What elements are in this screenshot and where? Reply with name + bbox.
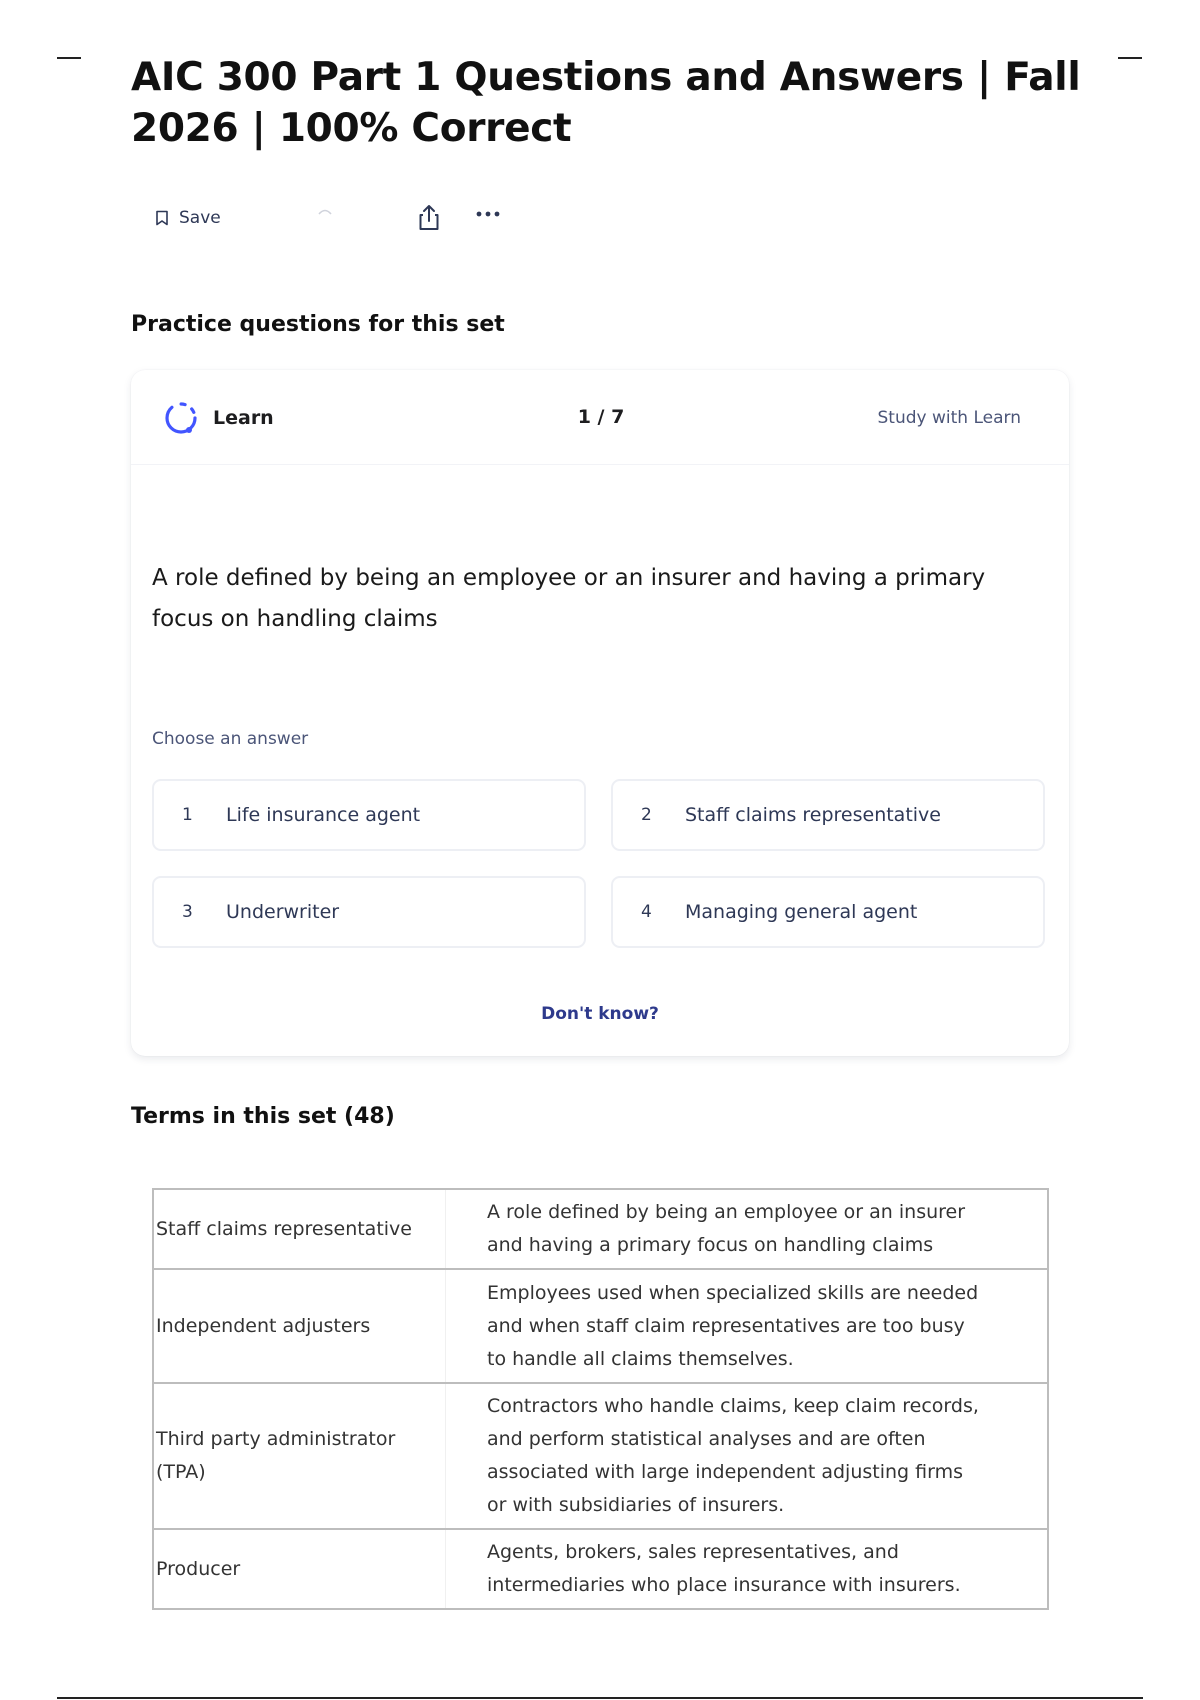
progress-counter: 1 / 7 <box>577 406 625 428</box>
practice-heading: Practice questions for this set <box>131 312 505 337</box>
option-number: 2 <box>641 805 652 825</box>
answer-option-4[interactable] <box>611 876 1045 948</box>
corner-mark-right <box>1118 57 1142 59</box>
definition-cell: Contractors who handle claims, keep claim records, and perform statistical analyses and are often associated with large independent adjusting firms or with subsidiaries of insurers. <box>487 1395 979 1516</box>
corner-mark-left <box>57 57 81 59</box>
table-row <box>153 1529 1048 1609</box>
definition-cell: Agents, brokers, sales representatives, and intermediaries who place insurance with insurers. <box>487 1541 961 1596</box>
bottom-rule <box>57 1697 1143 1699</box>
answer-option-3[interactable] <box>152 876 586 948</box>
terms-table <box>152 1188 1049 1610</box>
choose-answer-label: Choose an answer <box>152 729 309 749</box>
answer-option-2[interactable] <box>611 779 1045 851</box>
option-number: 3 <box>182 902 193 922</box>
option-text: Managing general agent <box>685 901 918 923</box>
option-text: Staff claims representative <box>685 804 941 826</box>
answer-option-1[interactable] <box>152 779 586 851</box>
save-button[interactable] <box>155 208 221 228</box>
table-row <box>153 1383 1048 1529</box>
save-label: Save <box>179 208 221 228</box>
learn-progress-icon <box>163 400 199 436</box>
learn-header <box>131 370 1069 465</box>
learn-card <box>131 370 1069 1056</box>
term-cell: Independent adjusters <box>153 1269 446 1383</box>
study-with-learn-link[interactable]: Study with Learn <box>877 408 1021 428</box>
table-row <box>153 1269 1048 1383</box>
page-title: AIC 300 Part 1 Questions and Answers | Fall 2026 | 100% Correct <box>131 55 1081 151</box>
term-cell: Producer <box>153 1529 446 1609</box>
question-text: A role defined by being an employee or an insurer and having a primary focus on handling claims <box>152 565 986 632</box>
table-row <box>153 1189 1048 1269</box>
loading-arc-icon <box>315 206 335 216</box>
definition-cell: Employees used when specialized skills are needed and when staff claim representatives are too busy to handle all claims themselves. <box>487 1281 979 1370</box>
option-number: 1 <box>182 805 193 825</box>
terms-heading: Terms in this set (48) <box>131 1104 395 1129</box>
option-text: Life insurance agent <box>226 804 421 826</box>
option-text: Underwriter <box>226 901 340 923</box>
bookmark-icon <box>155 210 169 226</box>
term-cell: Third party administrator (TPA) <box>153 1383 446 1529</box>
share-icon[interactable] <box>417 204 441 232</box>
toolbar <box>155 200 515 244</box>
option-number: 4 <box>641 902 652 922</box>
learn-mode <box>163 400 274 436</box>
term-cell: Staff claims representative <box>153 1189 446 1269</box>
learn-label: Learn <box>213 407 274 429</box>
more-options-icon[interactable] <box>475 208 501 220</box>
dont-know-button[interactable]: Don't know? <box>541 1004 659 1024</box>
definition-cell: A role defined by being an employee or an insurer and having a primary focus on handling claims <box>487 1201 966 1256</box>
